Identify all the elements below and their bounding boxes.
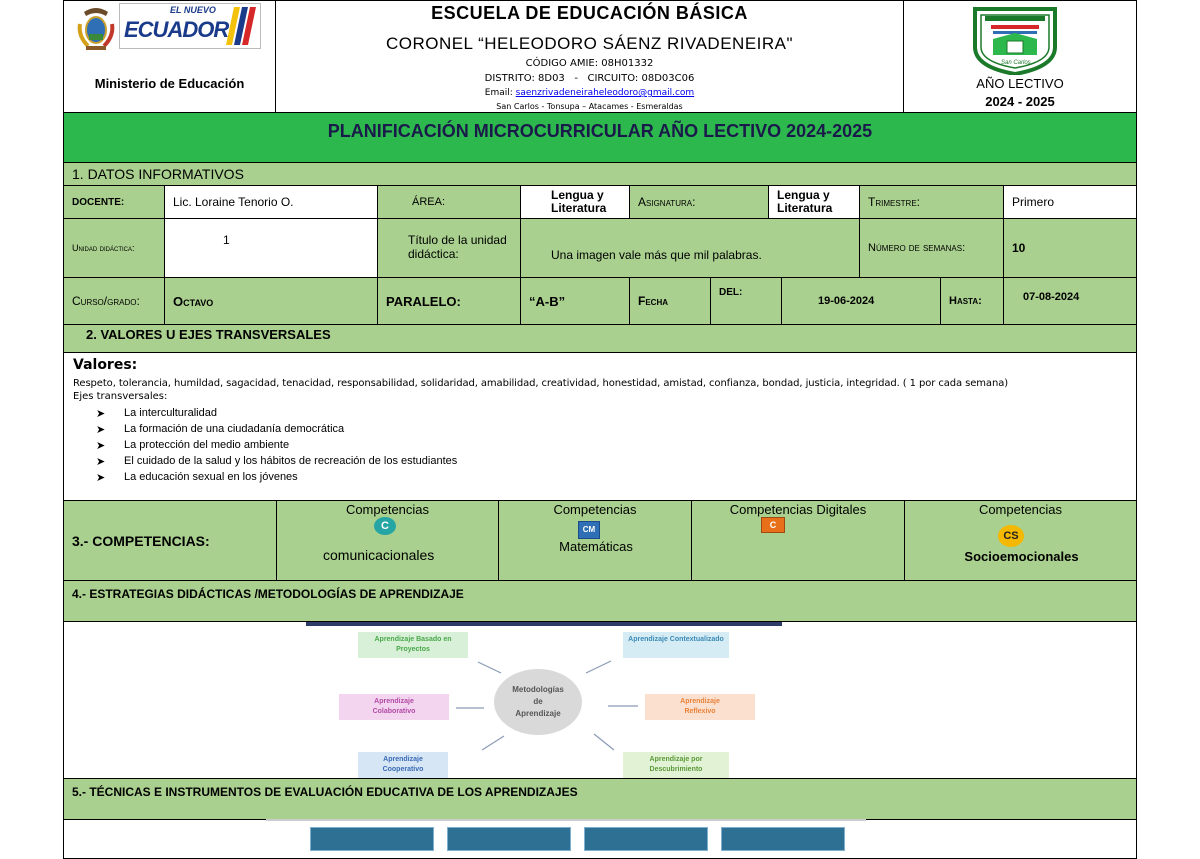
section3-heading: 3.- COMPETENCIAS:	[63, 500, 277, 581]
arrow-bullet-icon: ➤	[96, 472, 106, 484]
list-item: ➤ La educación sexual en los jóvenes	[96, 471, 457, 487]
coat-of-arms-icon	[76, 4, 116, 54]
section5-heading: 5.- TÉCNICAS E INSTRUMENTOS DE EVALUACIÓN EDUCATIVA DE LOS APRENDIZAJES	[63, 778, 1137, 820]
ministry-label: Ministerio de Educación	[94, 76, 245, 91]
competencia-subtitle: comunicacionales	[323, 547, 435, 563]
hasta-value: 07-08-2024	[1023, 291, 1080, 303]
planning-title-bar	[63, 112, 1137, 163]
area-label: ÁREA:	[377, 185, 521, 219]
paralelo-label: PARALELO:	[377, 277, 521, 325]
competencia-title: Competencias	[553, 502, 637, 517]
planning-title: PLANIFICACIÓN MICROCURRICULAR AÑO LECTIVO 2024-2025	[327, 121, 873, 141]
list-item: ➤ La interculturalidad	[96, 407, 457, 423]
location-line: San Carlos - Tonsupa – Atacames - Esmeraldas	[496, 102, 683, 111]
diagram-node-reflexive: Aprendizaje Reflexivo	[645, 694, 755, 720]
unidad-value: 1	[223, 233, 230, 247]
valores-title: Valores:	[73, 357, 138, 373]
unidad-label: Unidad didáctica:	[63, 218, 165, 278]
curso-value: Octavo	[164, 277, 378, 325]
diagram-node-collaborative: Aprendizaje Colaborativo	[339, 694, 449, 720]
del-label: DEL:	[719, 287, 743, 298]
valores-text: Respeto, tolerancia, humildad, sagacidad, tenacidad, responsabilidad, solidaridad, amabilidad, creatividad, honestidad, amistad, confianza, bondad, justicia, integridad. ( 1 por cada semana)	[73, 378, 1009, 389]
competencia-subtitle: Socioemocionales	[964, 549, 1079, 564]
semanas-label: Número de semanas:	[859, 218, 1004, 278]
arrow-bullet-icon: ➤	[96, 456, 106, 468]
section2-body	[63, 352, 1137, 501]
email-label: Email:	[484, 88, 516, 98]
eval-block	[310, 827, 434, 851]
unidad-value-cell	[164, 218, 378, 278]
seal-text: San Carlos	[1001, 60, 1031, 66]
asignatura-label: Asignatura:	[629, 185, 769, 219]
school-year-label: AÑO LECTIVO	[976, 76, 1064, 91]
ejes-list	[96, 407, 457, 487]
competencia-matematica	[498, 500, 692, 581]
del-label-cell	[710, 277, 782, 325]
docente-label: DOCENTE:	[63, 185, 165, 219]
amie-code: CÓDIGO AMIE: 08H01332	[525, 58, 654, 69]
math-badge-icon: CM	[578, 521, 600, 539]
hasta-value-cell	[1003, 277, 1137, 325]
section4-heading: 4.- ESTRATEGIAS DIDÁCTICAS /METODOLOGÍAS DE APRENDIZAJE	[63, 580, 1137, 622]
digital-monitor-icon: C	[761, 517, 785, 533]
fecha-label: Fecha	[629, 277, 711, 325]
school-name-line1: ESCUELA DE EDUCACIÓN BÁSICA	[431, 3, 748, 23]
email-line	[275, 88, 904, 98]
eval-block	[447, 827, 571, 851]
del-value: 19-06-2024	[781, 277, 941, 325]
diagram-center-node: Metodologías de Aprendizaje	[494, 669, 582, 735]
school-name-line2: CORONEL “HELEODORO SÁENZ RIVADENEIRA"	[385, 34, 794, 53]
diagram-node-discovery: Aprendizaje por Descubrimiento	[623, 752, 729, 778]
email-link[interactable]: saenzrivadeneiraheleodoro@gmail.com	[515, 88, 695, 98]
logo-small-text: EL NUEVO	[170, 5, 216, 15]
list-item: ➤ La protección del medio ambiente	[96, 439, 457, 455]
area-value: Lengua y Literatura	[520, 185, 630, 219]
competencia-title: Competencias Digitales	[729, 502, 867, 517]
docente-value: Lic. Loraine Tenorio O.	[164, 185, 378, 219]
hasta-label: Hasta:	[940, 277, 1004, 325]
titulo-label-cell	[377, 218, 521, 278]
list-item: ➤ La formación de una ciudadanía democrática	[96, 423, 457, 439]
diagram-node-contextual: Aprendizaje Contextualizado	[623, 632, 729, 658]
flag-stripes-icon	[226, 7, 258, 45]
competencia-title: Competencias	[978, 502, 1063, 517]
ejes-title: Ejes transversales:	[73, 391, 168, 402]
section2-heading: 2. VALORES U EJES TRANSVERSALES	[86, 327, 331, 342]
competencia-comunicacional	[276, 500, 499, 581]
communication-badge-icon: C	[374, 517, 396, 535]
school-year-value: 2024 - 2025	[985, 94, 1055, 109]
arrow-bullet-icon: ➤	[96, 440, 106, 452]
section1-heading: 1. DATOS INFORMATIVOS	[63, 162, 1137, 186]
titulo-label: Título de la unidad didáctica:	[408, 233, 507, 261]
section2-heading-cell	[63, 324, 1137, 353]
district-circuit: DISTRITO: 8D03 - CIRCUITO: 08D03C06	[484, 73, 695, 84]
diagram-node-cooperative: Aprendizaje Cooperativo	[358, 752, 448, 778]
competencia-digital	[691, 500, 905, 581]
trimestre-value: Primero	[1003, 185, 1137, 219]
section5-banner	[266, 819, 866, 849]
titulo-value: Una imagen vale más que mil palabras.	[520, 218, 860, 278]
paralelo-value: “A-B”	[520, 277, 630, 325]
eval-block	[584, 827, 708, 851]
methodologies-diagram	[306, 622, 782, 777]
competencia-subtitle: Matemáticas	[559, 539, 633, 554]
school-seal-icon	[971, 7, 1059, 75]
competencia-title: Competencias	[345, 502, 430, 517]
socioemotional-badge-icon: CS	[998, 525, 1024, 547]
arrow-bullet-icon: ➤	[96, 408, 106, 420]
arrow-bullet-icon: ➤	[96, 424, 106, 436]
logo-big-text: ECUADOR	[124, 17, 229, 42]
ecuador-logo	[119, 3, 261, 49]
curso-label: Curso/grado:	[63, 277, 165, 325]
diagram-node-projects: Aprendizaje Basado en Proyectos	[358, 632, 468, 658]
trimestre-label: Trimestre:	[859, 185, 1004, 219]
list-item: ➤ El cuidado de la salud y los hábitos de recreación de los estudiantes	[96, 455, 457, 471]
asignatura-value: Lengua y Literatura	[768, 185, 860, 219]
competencia-socioemocional	[904, 500, 1137, 581]
eval-block	[721, 827, 845, 851]
semanas-value: 10	[1003, 218, 1137, 278]
